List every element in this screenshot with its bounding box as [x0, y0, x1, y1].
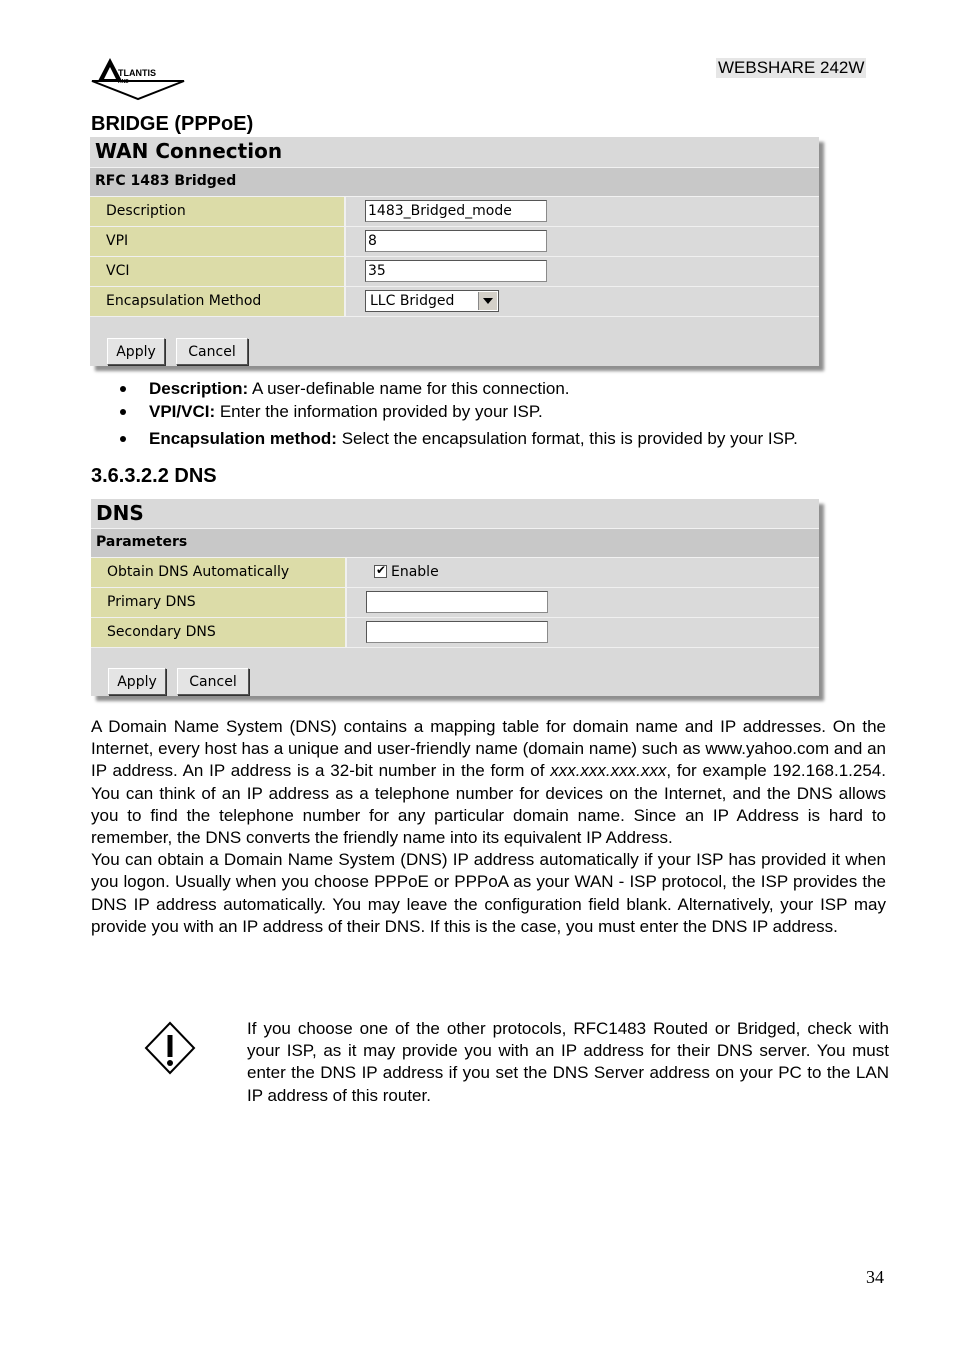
svg-text:AND: AND [118, 79, 129, 85]
vci-input[interactable]: 35 [365, 260, 547, 282]
secondary-dns-input[interactable] [366, 621, 548, 643]
vpi-input[interactable]: 8 [365, 230, 547, 252]
bullet-text: A user-definable name for this connection. [248, 379, 570, 398]
document-title: WEBSHARE 242W [718, 58, 865, 77]
description-input[interactable]: 1483_Bridged_mode [365, 200, 547, 222]
form-row-primary-dns [91, 588, 819, 618]
panel-subtitle: Parameters [96, 534, 188, 550]
dns-panel [91, 499, 819, 696]
apply-button[interactable]: Apply [108, 668, 166, 695]
form-row-description [90, 197, 819, 227]
bullet-term: Encapsulation method: [149, 429, 337, 448]
encapsulation-select[interactable] [365, 290, 499, 312]
field-label: Obtain DNS Automatically [107, 564, 290, 580]
paragraph: You can obtain a Domain Name System (DNS) IP address automatically if your ISP has provided it when you logon. Usually when you choose PPPoE or PPPoA as your WAN - ISP protocol, the ISP provides the DNS IP address automatically. You may leave the configuration field blank. Alternatively, your ISP may provide you with an IP address of their DNS. If this is the case, you must enter the DNS IP address. [91, 850, 886, 936]
paragraph: A Domain Name System (DNS) contains a mapping table for domain name and IP addresses. On the Internet, every host has a unique and user-friendly name (domain name) such as www.yahoo.com and an IP address. An IP address is a 32-bit number in the form of xxx.xxx.xxx.xxx, for example 192.168.1.254. You can think of an IP address as a telephone number for devices on the Internet, and the DNS allows you to find the telephone number for any particular domain name. Since an IP Address is hard to remember, the DNS converts the friendly name into its equivalent IP Address. [91, 717, 886, 848]
form-row-encapsulation [90, 287, 819, 317]
primary-dns-input[interactable] [366, 591, 548, 613]
body-text [91, 716, 886, 938]
atlantis-land-logo [88, 55, 188, 101]
cancel-button[interactable]: Cancel [176, 338, 248, 365]
checkmark-icon: ✔ [376, 563, 387, 577]
form-row-obtain-dns [91, 558, 819, 588]
bullet-text: Select the encapsulation format, this is provided by your ISP. [336, 429, 798, 448]
cancel-button[interactable]: Cancel [177, 668, 249, 695]
select-value: LLC Bridged [370, 293, 455, 309]
form-row-secondary-dns [91, 618, 819, 648]
bullet-term: VPI/VCI: [149, 402, 216, 421]
form-row-vpi [90, 227, 819, 257]
field-label: VCI [106, 263, 130, 279]
field-label: Description [106, 203, 186, 219]
wan-connection-panel [90, 137, 819, 366]
chevron-down-icon[interactable] [478, 292, 497, 310]
field-label: VPI [106, 233, 129, 249]
bullet-icon [120, 409, 126, 415]
field-label: Secondary DNS [107, 624, 216, 640]
field-label: Encapsulation Method [106, 293, 262, 309]
field-label: Primary DNS [107, 594, 196, 610]
svg-text:TLANTIS: TLANTIS [118, 68, 156, 78]
bullet-icon [120, 386, 126, 392]
enable-checkbox[interactable] [374, 565, 387, 578]
bullet-icon [120, 436, 126, 442]
bullet-term: Description: [149, 379, 249, 398]
panel-subtitle: RFC 1483 Bridged [95, 173, 237, 189]
note-text: If you choose one of the other protocols, RFC1483 Routed or Bridged, check with your ISP, as it may provide you with an IP address for their DNS server. You must enter the DNS IP address if you set the DNS Server address on your PC to the LAN IP address of this router. [247, 1019, 889, 1105]
form-row-vci [90, 257, 819, 287]
panel-title: WAN Connection [95, 139, 283, 163]
page-number: 34 [866, 1267, 884, 1287]
warning-icon [143, 1020, 197, 1077]
section-title-dns: 3.6.3.2.2 DNS [91, 465, 217, 487]
section-title-bridge: BRIDGE (PPPoE) [91, 113, 254, 135]
panel-title: DNS [96, 501, 144, 525]
checkbox-label: Enable [391, 564, 439, 580]
apply-button[interactable]: Apply [107, 338, 165, 365]
bullet-text: Enter the information provided by your ISP. [215, 402, 543, 421]
